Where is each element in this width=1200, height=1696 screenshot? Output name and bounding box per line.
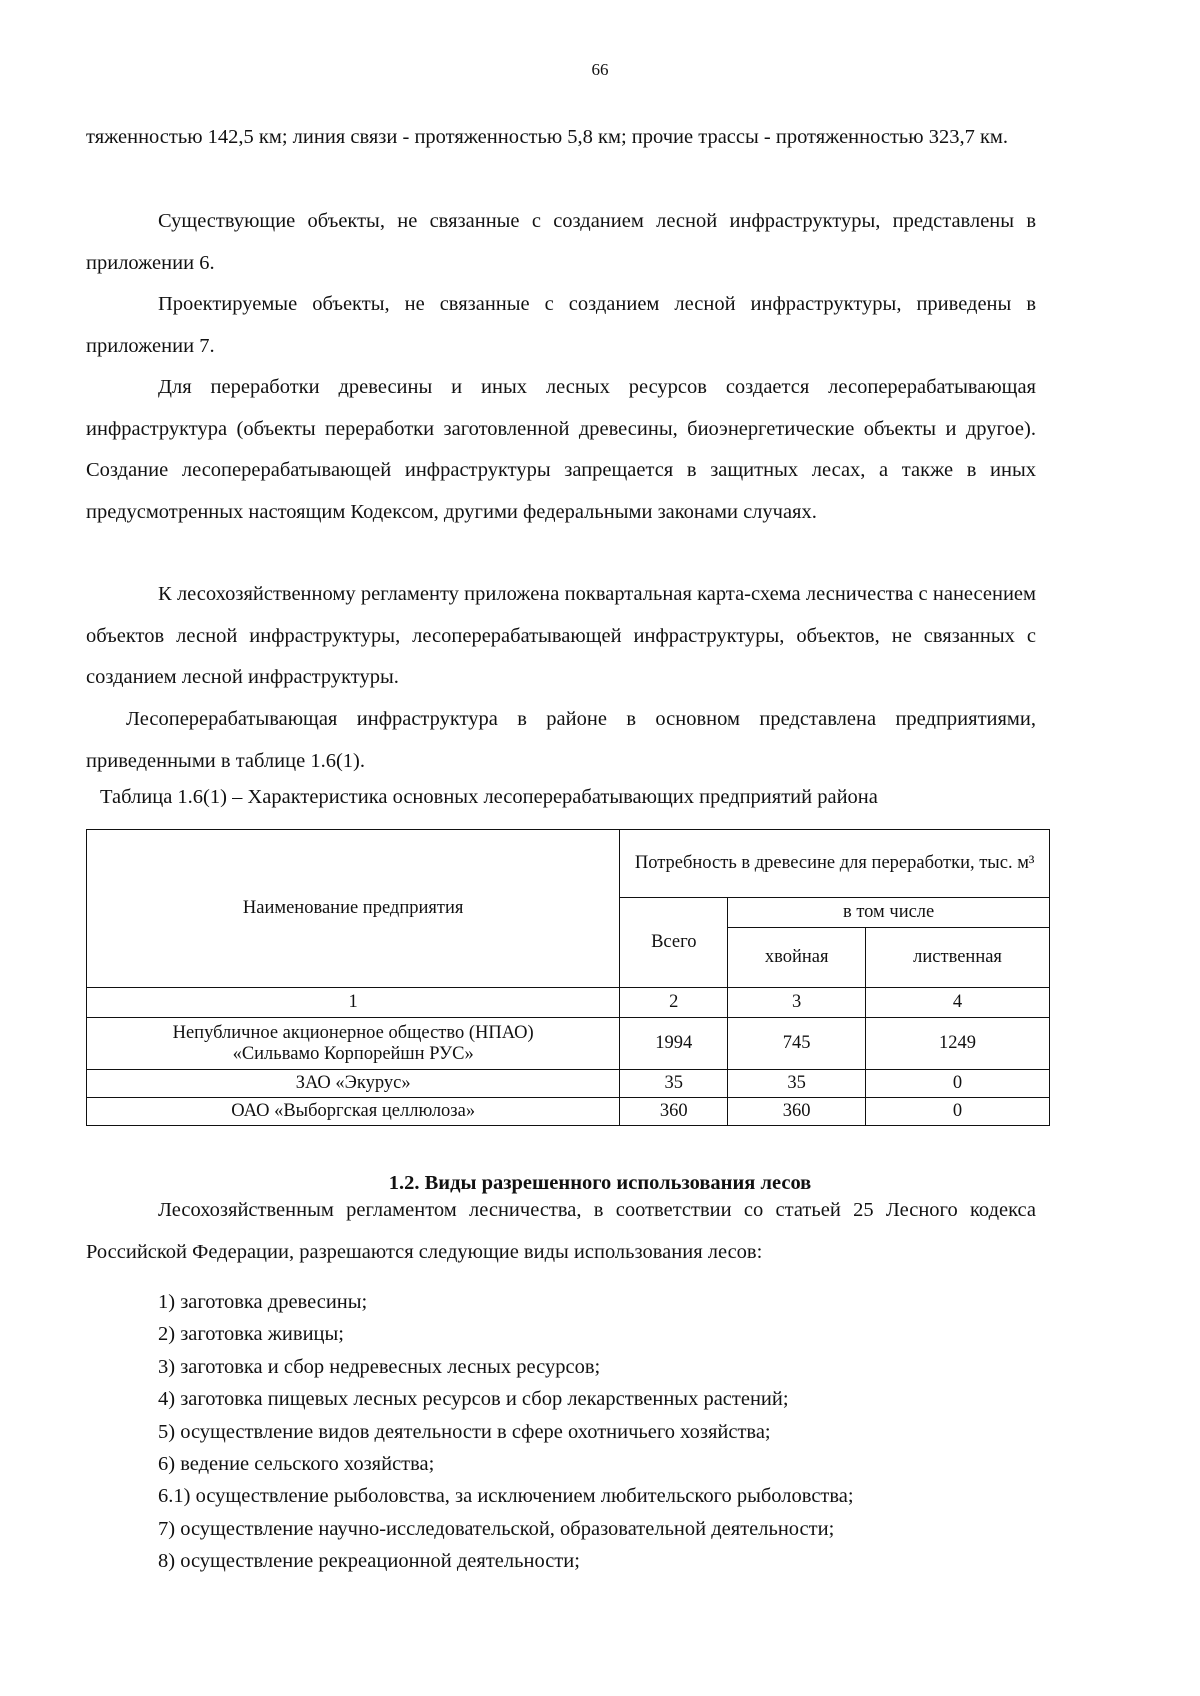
column-number: 1	[87, 988, 620, 1018]
conifer-cell: 360	[728, 1098, 866, 1126]
permitted-uses-list	[158, 1286, 1038, 1578]
header-conifer: хвойная	[728, 928, 866, 988]
header-total: Всего	[620, 898, 728, 988]
deciduous-cell: 0	[866, 1098, 1050, 1126]
header-wood-demand: Потребность в древесине для переработки, тыс. м³	[620, 830, 1050, 898]
paragraph-map-scheme: К лесохозяйственному регламенту приложена поквартальная карта-схема лесничества с нанесением объектов лесной инфраструктуры, лесоперерабатывающей инфраструктуры, объектов, не связанных с созданием лесной инфраструктуры.	[86, 583, 1036, 688]
list-item: 4) заготовка пищевых лесных ресурсов и сбор лекарственных растений;	[158, 1388, 789, 1411]
total-cell: 35	[620, 1070, 728, 1098]
total-cell: 360	[620, 1098, 728, 1126]
enterprise-name-cell	[87, 1018, 620, 1070]
deciduous-cell: 1249	[866, 1018, 1050, 1070]
list-item: 1) заготовка древесины;	[158, 1291, 368, 1313]
enterprise-name-line: «Сильвамо Корпорейшн РУС»	[232, 1043, 474, 1064]
list-item: 6) ведение сельского хозяйства;	[158, 1453, 435, 1476]
total-cell: 1994	[620, 1018, 728, 1070]
conifer-cell: 745	[728, 1018, 866, 1070]
table-row	[87, 1098, 1050, 1126]
list-item: 6.1) осуществление рыболовства, за исключением любительского рыболовства;	[158, 1485, 854, 1508]
header-enterprise-name: Наименование предприятия	[87, 830, 620, 988]
enterprise-name-cell: ЗАО «Экурус»	[87, 1070, 620, 1098]
list-item: 7) осуществление научно-исследовательской, образовательной деятельности;	[158, 1517, 835, 1540]
section-heading: 1.2. Виды разрешенного использования лесов	[388, 1172, 812, 1194]
table-caption: Таблица 1.6(1) – Характеристика основных лесоперерабатывающих предприятий района	[100, 786, 878, 808]
paragraph-table-intro: Лесоперерабатывающая инфраструктура в районе в основном представлена предприятиями, приведенными в таблице 1.6(1).	[86, 708, 1036, 772]
column-number: 2	[620, 988, 728, 1018]
header-including: в том числе	[728, 898, 1050, 928]
paragraph-route-lengths: тяженностью 142,5 км; линия связи - протяженностью 5,8 км; прочие трассы - протяженностью 323,7 км.	[86, 126, 1009, 148]
column-number: 3	[728, 988, 866, 1018]
table-row	[87, 1070, 1050, 1098]
conifer-cell: 35	[728, 1070, 866, 1098]
table-row	[87, 1018, 1050, 1070]
paragraph-processing-infrastructure: Для переработки древесины и иных лесных ресурсов создается лесоперерабатывающая инфраструктура (объекты переработки заготовленной древесины, биоэнергетические объекты и другое). Создание лесоперерабатывающей инфраструктуры запрещается в защитных лесах, а также в иных предусмотренных настоящим Кодексом, другими федеральными законами случаях.	[86, 376, 1036, 523]
header-deciduous: лиственная	[866, 928, 1050, 988]
deciduous-cell: 0	[866, 1070, 1050, 1098]
table-header-row	[87, 830, 1050, 898]
list-item: 8) осуществление рекреационной деятельности;	[158, 1550, 580, 1573]
list-item: 3) заготовка и сбор недревесных лесных ресурсов;	[158, 1355, 601, 1378]
list-item: 2) заготовка живицы;	[158, 1323, 344, 1346]
page-number: 66	[591, 60, 609, 79]
column-number: 4	[866, 988, 1050, 1018]
enterprises-table	[86, 829, 1050, 1126]
paragraph-projected-objects: Проектируемые объекты, не связанные с созданием лесной инфраструктуры, приведены в приложении 7.	[86, 293, 1036, 357]
section-intro: Лесохозяйственным регламентом лесничества, в соответствии со статьей 25 Лесного кодекса Российской Федерации, разрешаются следующие виды использования лесов:	[86, 1199, 1036, 1263]
list-item: 5) осуществление видов деятельности в сфере охотничьего хозяйства;	[158, 1420, 771, 1443]
table-column-numbers-row	[87, 988, 1050, 1018]
paragraph-existing-objects: Существующие объекты, не связанные с созданием лесной инфраструктуры, представлены в приложении 6.	[86, 210, 1036, 274]
enterprise-name-cell: ОАО «Выборгская целлюлоза»	[87, 1098, 620, 1126]
enterprise-name-line: Непубличное акционерное общество (НПАО)	[172, 1022, 534, 1043]
